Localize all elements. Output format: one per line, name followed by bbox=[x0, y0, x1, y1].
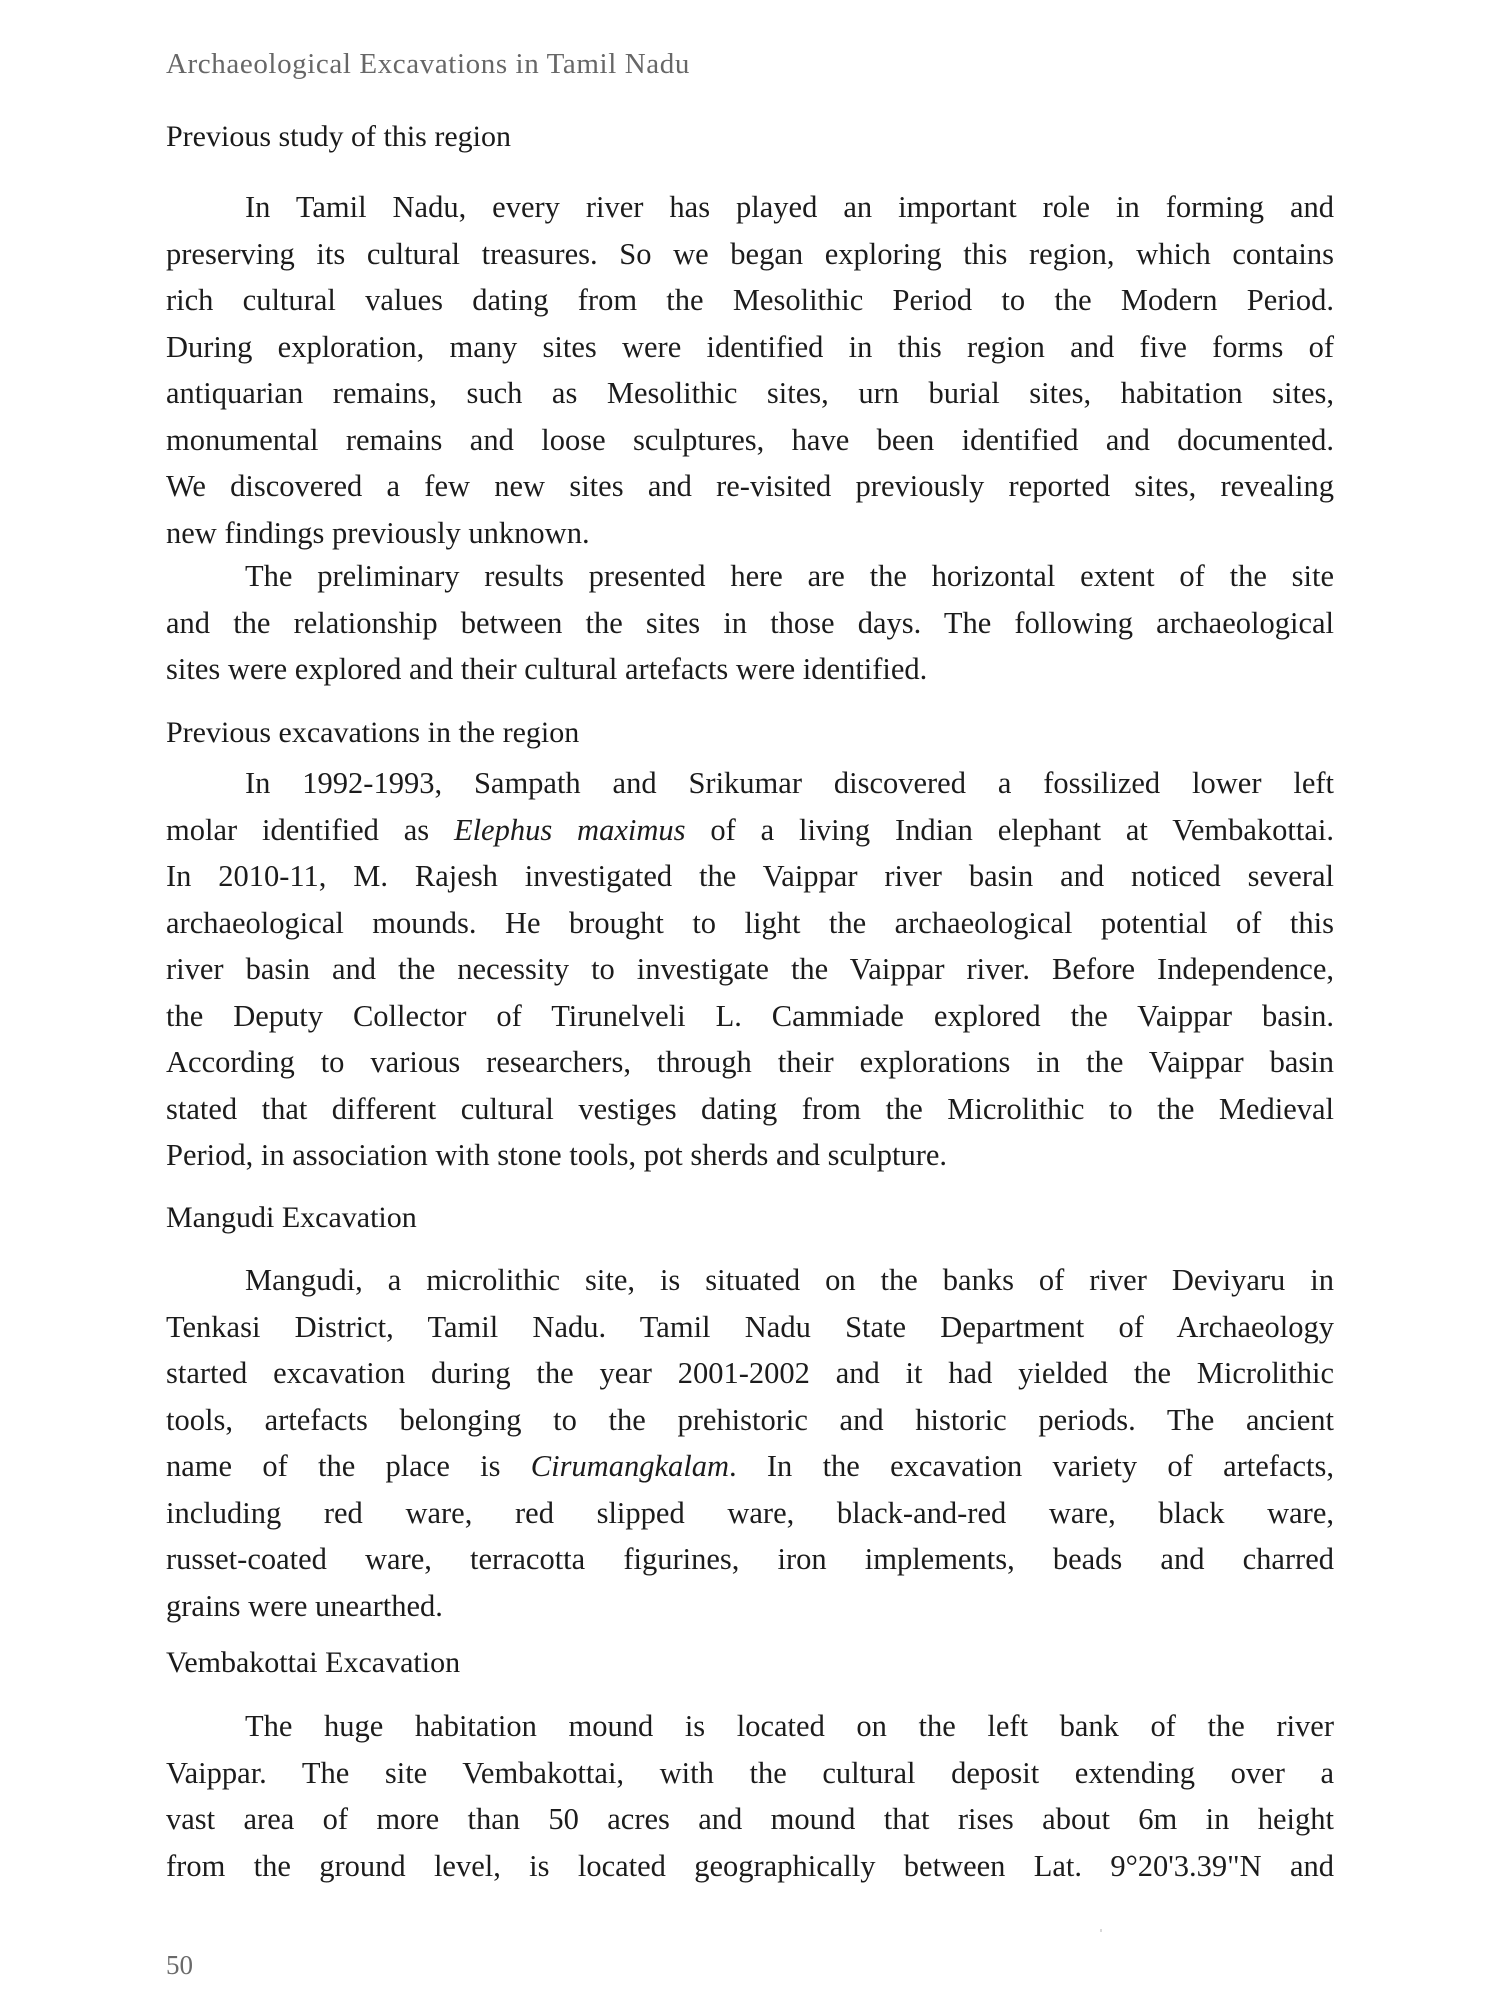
text-line: new findings previously unknown. bbox=[166, 515, 590, 550]
text-fragment: molar identified as bbox=[166, 812, 454, 847]
running-header: Archaeological Excavations in Tamil Nadu bbox=[166, 48, 690, 80]
text-line: According to various researchers, through their explorations in the Vaippar basin bbox=[166, 1045, 1334, 1079]
text-line bbox=[166, 1443, 1334, 1490]
ancient-name-italic: Cirumangkalam bbox=[530, 1449, 729, 1483]
text-line: russet-coated ware, terracotta figurines, iron implements, beads and charred bbox=[166, 1542, 1334, 1576]
text-line: Mangudi, a microlithic site, is situated on the banks of river Deviyaru in bbox=[245, 1263, 1334, 1297]
text-line: We discovered a few new sites and re-visited previously reported sites, revealing bbox=[166, 469, 1334, 503]
text-line: In Tamil Nadu, every river has played an important role in forming and bbox=[245, 190, 1334, 224]
page-number: 50 bbox=[166, 1950, 193, 1980]
text-line: grains were unearthed. bbox=[166, 1588, 443, 1623]
text-line: During exploration, many sites were identified in this region and five forms of bbox=[166, 329, 1334, 364]
text-line: Period, in association with stone tools, pot sherds and sculpture. bbox=[166, 1138, 948, 1172]
section-heading-previous-study: Previous study of this region bbox=[166, 120, 511, 153]
paragraph-preliminary-results bbox=[166, 553, 1334, 693]
paragraph-vembakottai bbox=[166, 1703, 1334, 1889]
text-line: monumental remains and loose sculptures, have been identified and documented. bbox=[166, 422, 1334, 457]
text-line: sites were explored and their cultural artefacts were identified. bbox=[166, 652, 928, 686]
section-heading-previous-excavations: Previous excavations in the region bbox=[166, 716, 580, 749]
text-line: vast area of more than 50 acres and mound that rises about 6m in height bbox=[166, 1802, 1334, 1836]
text-line: river basin and the necessity to investigate the Vaippar river. Before Independence, bbox=[166, 952, 1334, 986]
text-line: from the ground level, is located geographically between Lat. 9°20'3.39"N and bbox=[166, 1848, 1334, 1883]
text-line: In 2010-11, M. Rajesh investigated the Vaippar river basin and noticed several bbox=[166, 859, 1334, 893]
text-line: the Deputy Collector of Tirunelveli L. Cammiade explored the Vaippar basin. bbox=[166, 998, 1334, 1033]
text-line: tools, artefacts belonging to the prehistoric and historic periods. The ancient bbox=[166, 1402, 1334, 1437]
text-fragment: name of the place is bbox=[166, 1449, 531, 1483]
section-heading-vembakottai-excavation: Vembakottai Excavation bbox=[166, 1646, 461, 1679]
text-fragment: of a living Indian elephant at Vembakottai. bbox=[685, 812, 1334, 847]
paragraph-previous-excavations bbox=[166, 760, 1334, 1179]
species-name-italic: Elephus maximus bbox=[453, 812, 686, 847]
text-line: Tenkasi District, Tamil Nadu. Tamil Nadu State Department of Archaeology bbox=[166, 1309, 1334, 1344]
text-fragment: . In the excavation variety of artefacts, bbox=[729, 1449, 1334, 1483]
text-line bbox=[166, 807, 1334, 854]
text-line: including red ware, red slipped ware, black-and-red ware, black ware, bbox=[166, 1495, 1334, 1530]
text-line: preserving its cultural treasures. So we began exploring this region, which contains bbox=[166, 236, 1334, 271]
text-line: The preliminary results presented here are the horizontal extent of the site bbox=[245, 559, 1334, 593]
text-line: archaeological mounds. He brought to light the archaeological potential of this bbox=[166, 905, 1334, 940]
section-heading-mangudi-excavation: Mangudi Excavation bbox=[166, 1201, 417, 1234]
paragraph-mangudi bbox=[166, 1257, 1334, 1629]
text-line: stated that different cultural vestiges dating from the Microlithic to the Medieval bbox=[166, 1091, 1334, 1126]
scan-speck bbox=[1100, 1929, 1102, 1932]
text-line: started excavation during the year 2001-2002 and it had yielded the Microlithic bbox=[166, 1356, 1334, 1390]
text-line: Vaippar. The site Vembakottai, with the cultural deposit extending over a bbox=[166, 1755, 1334, 1790]
text-line: and the relationship between the sites in those days. The following archaeological bbox=[166, 605, 1334, 640]
text-line: In 1992-1993, Sampath and Srikumar discovered a fossilized lower left bbox=[245, 766, 1334, 800]
text-line: antiquarian remains, such as Mesolithic sites, urn burial sites, habitation sites, bbox=[166, 376, 1334, 410]
text-line: rich cultural values dating from the Mesolithic Period to the Modern Period. bbox=[166, 283, 1334, 317]
paragraph-rivers-cultural-treasures bbox=[166, 184, 1334, 556]
text-line: The huge habitation mound is located on the left bank of the river bbox=[245, 1709, 1334, 1743]
